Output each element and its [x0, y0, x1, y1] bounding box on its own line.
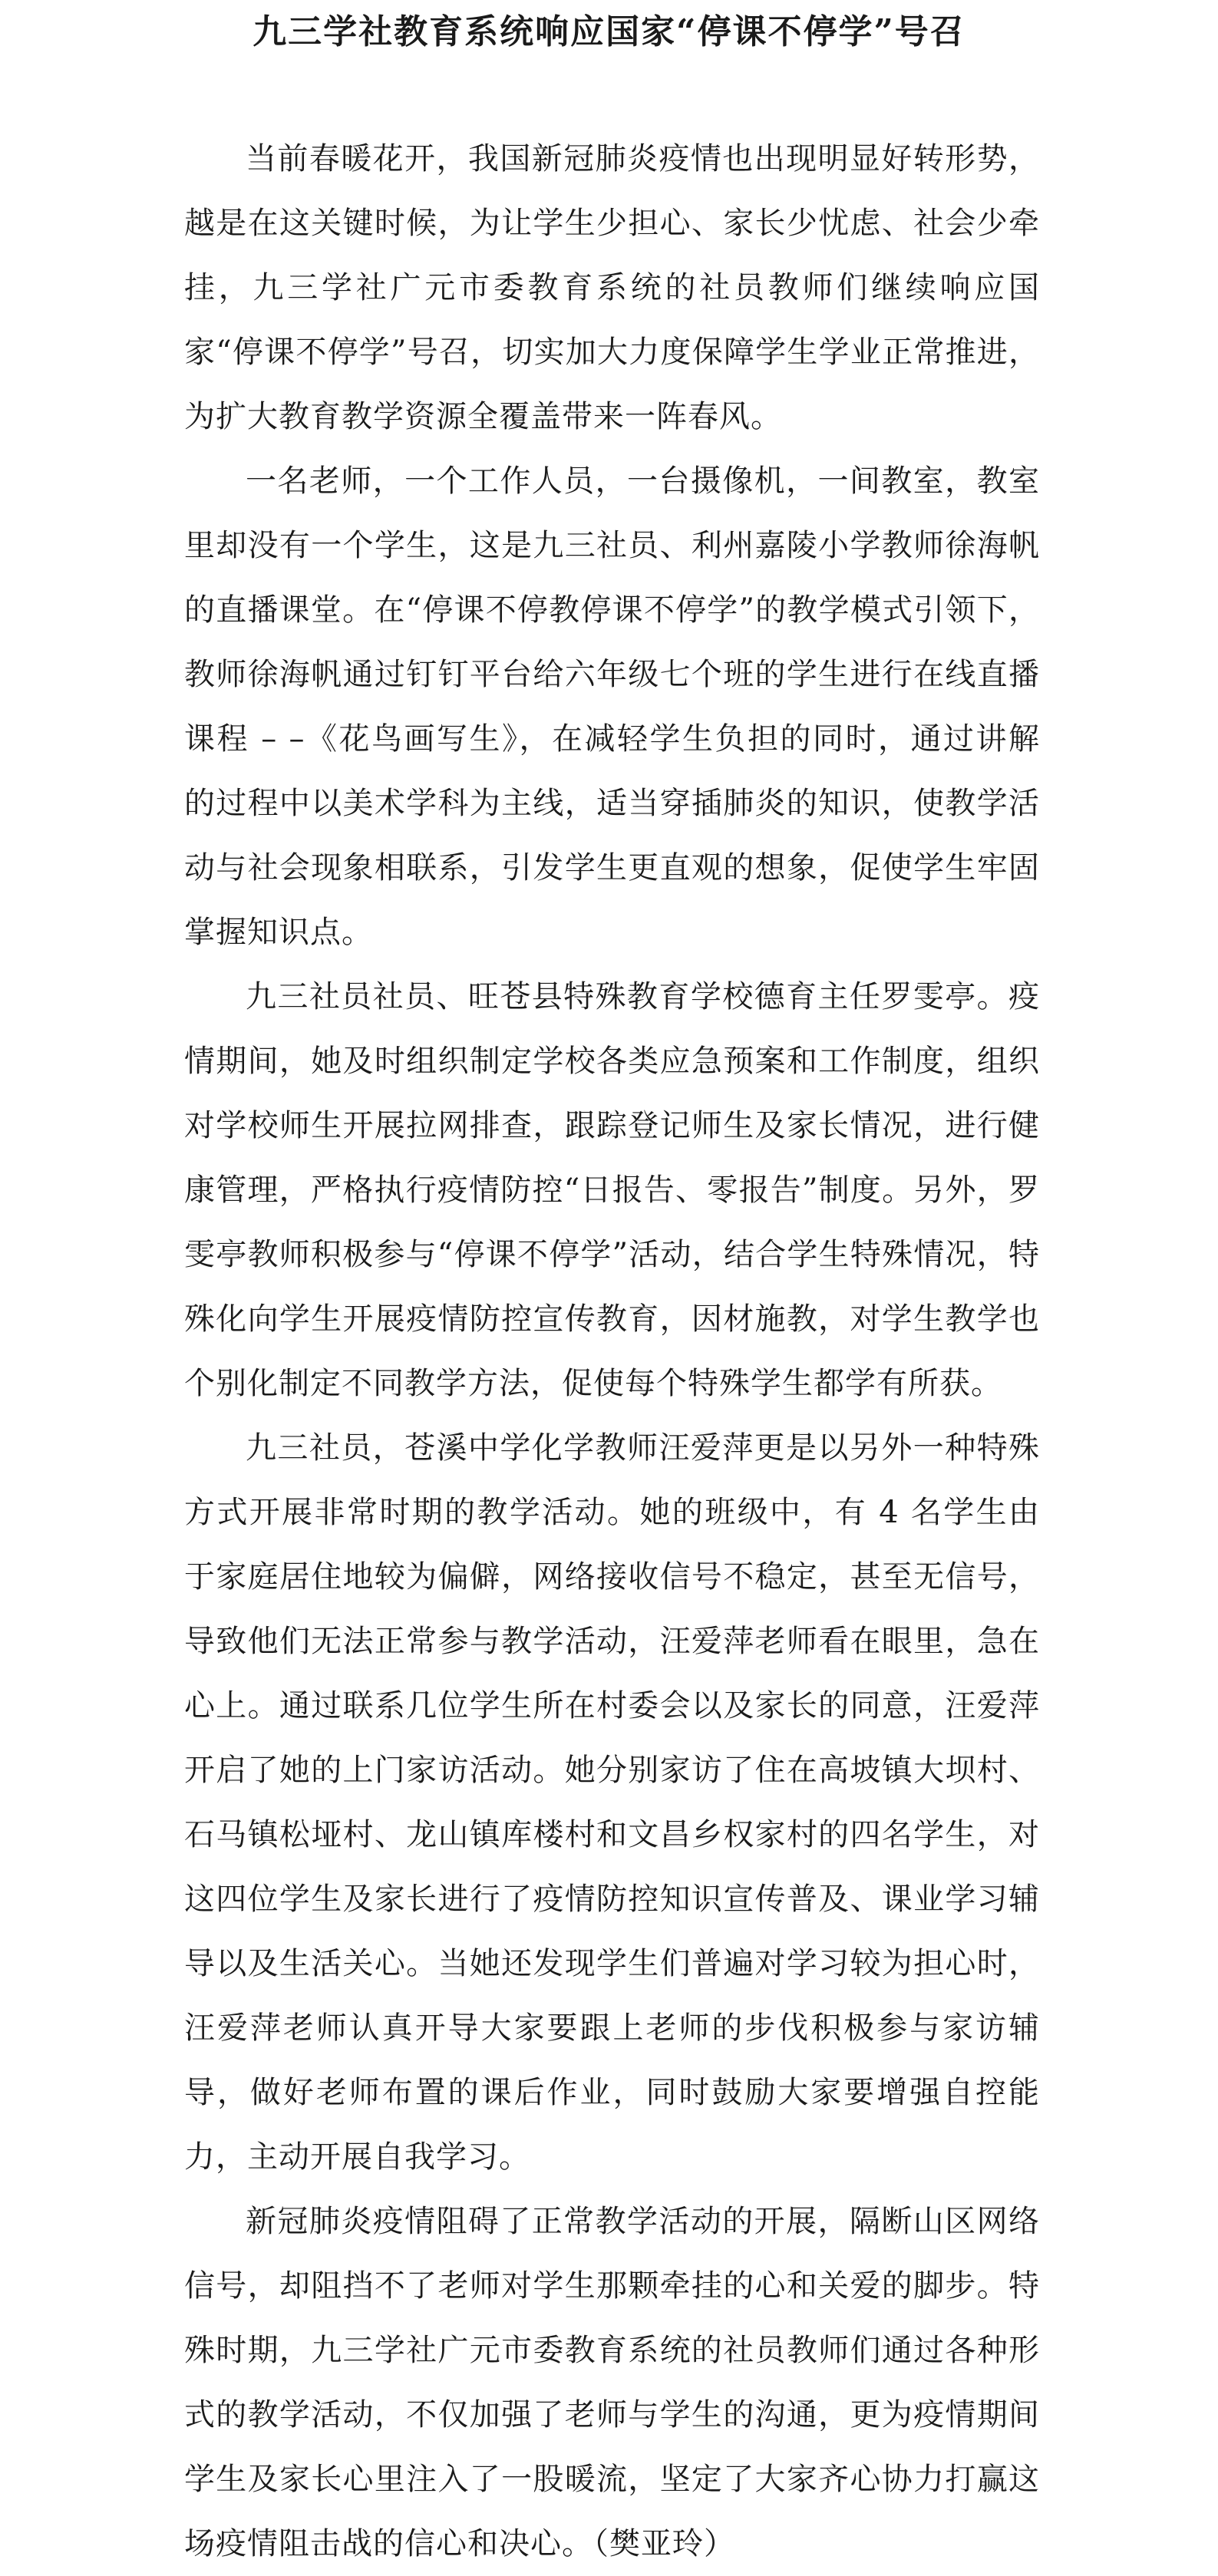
article-paragraph: 新冠肺炎疫情阻碍了正常教学活动的开展，隔断山区网络信号，却阻挡不了老师对学生那颗牵挂的心和关爱的脚步。特殊时期，九三学社广元市委教育系统的社员教师们通过各种形式的教学活动，不仅加强了老师与学生的沟通，更为疫情期间学生及家长心里注入了一股暖流，坚定了大家齐心协力打赢这场疫情阻击战的信心和决心。（樊亚玲）	[184, 2204, 1040, 2561]
article-paragraph: 当前春暖花开，我国新冠肺炎疫情也出现明显好转形势，越是在这关键时候，为让学生少担心、家长少忧虑、社会少牵挂，九三学社广元市委教育系统的社员教师们继续响应国家“停课不停学”号召，切实加大力度保障学生学业正常推进，为扩大教育教学资源全覆盖带来一阵春风。	[184, 141, 1040, 434]
article-paragraph: 九三社员，苍溪中学化学教师汪爱萍更是以另外一种特殊方式开展非常时期的教学活动。她的班级中，有 4 名学生由于家庭居住地较为偏僻，网络接收信号不稳定，甚至无信号，导致他们无法正常参与教学活动，汪爱萍老师看在眼里，急在心上。通过联系几位学生所在村委会以及家长的同意，汪爱萍开启了她的上门家访活动。她分别家访了住在高坡镇大坝村、石马镇松垭村、龙山镇库楼村和文昌乡权家村的四名学生，对这四位学生及家长进行了疫情防控知识宣传普及、课业学习辅导以及生活关心。当她还发现学生们普遍对学习较为担心时，汪爱萍老师认真开导大家要跟上老师的步伐积极参与家访辅导，做好老师布置的课后作业，同时鼓励大家要增强自控能力，主动开展自我学习。	[184, 1430, 1040, 2175]
article-paragraph: 一名老师，一个工作人员，一台摄像机，一间教室，教室里却没有一个学生，这是九三社员、利州嘉陵小学教师徐海帆的直播课堂。在“停课不停教停课不停学”的教学模式引领下，教师徐海帆通过钉钉平台给六年级七个班的学生进行在线直播课程 – –《花鸟画写生》，在减轻学生负担的同时，通过讲解的过程中以美术学科为主线，适当穿插肺炎的知识，使教学活动与社会现象相联系，引发学生更直观的想象，促使学生牢固掌握知识点。	[184, 463, 1040, 950]
article-body	[184, 127, 1040, 2576]
article-paragraph: 九三社员社员、旺苍县特殊教育学校德育主任罗雯亭。疫情期间，她及时组织制定学校各类应急预案和工作制度，组织对学校师生开展拉网排查，跟踪登记师生及家长情况，进行健康管理，严格执行疫情防控“日报告、零报告”制度。另外，罗雯亭教师积极参与“停课不停学”活动，结合学生特殊情况，特殊化向学生开展疫情防控宣传教育，因材施教，对学生教学也个别化制定不同教学方法，促使每个特殊学生都学有所获。	[184, 979, 1040, 1401]
article-title: 九三学社教育系统响应国家“停课不停学”号召	[253, 12, 965, 51]
